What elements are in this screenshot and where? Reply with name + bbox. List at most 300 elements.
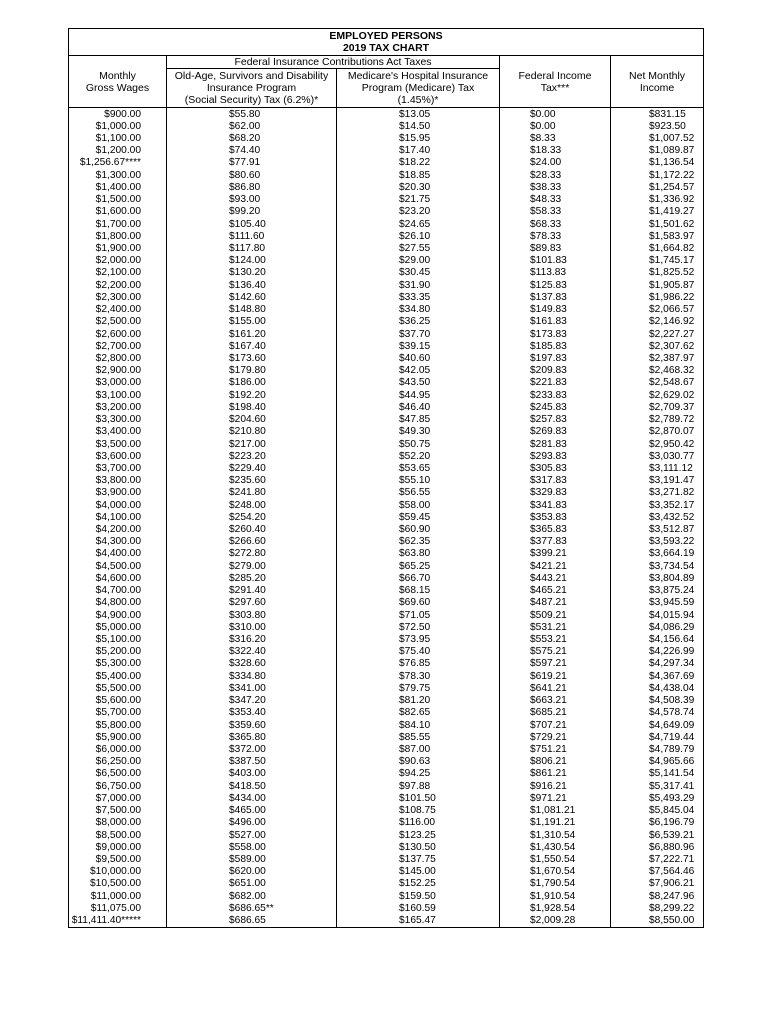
net-income-cell: $4,719.44	[611, 731, 704, 743]
social-security-tax-cell: $682.00	[167, 890, 337, 902]
social-security-tax-cell: $55.80	[167, 108, 337, 121]
medicare-tax-cell: $81.20	[337, 695, 500, 707]
col-header-medicare	[337, 69, 500, 108]
medicare-tax-cell: $108.75	[337, 804, 500, 816]
net-income-cell: $3,352.17	[611, 499, 704, 511]
table-body	[69, 108, 704, 928]
gross-wages-cell: $3,800.00	[69, 475, 167, 487]
net-income-cell: $5,141.54	[611, 768, 704, 780]
net-income-cell: $1,501.62	[611, 218, 704, 230]
table-row	[69, 633, 704, 645]
table-row	[69, 866, 704, 878]
table-row	[69, 132, 704, 144]
medicare-tax-cell: $63.80	[337, 548, 500, 560]
table-row	[69, 853, 704, 865]
social-security-tax-cell: $179.80	[167, 365, 337, 377]
federal-income-tax-cell: $317.83	[500, 475, 611, 487]
gross-wages-cell: $1,600.00	[69, 206, 167, 218]
federal-income-tax-cell: $729.21	[500, 731, 611, 743]
social-security-tax-cell: $77.91	[167, 157, 337, 169]
table-row	[69, 768, 704, 780]
social-security-tax-cell: $155.00	[167, 316, 337, 328]
social-security-tax-cell: $105.40	[167, 218, 337, 230]
table-row	[69, 585, 704, 597]
table-row	[69, 780, 704, 792]
social-security-tax-cell: $353.40	[167, 707, 337, 719]
gross-wages-cell: $900.00	[69, 108, 167, 121]
social-security-tax-cell: $316.20	[167, 633, 337, 645]
table-row	[69, 145, 704, 157]
net-income-cell: $1,007.52	[611, 132, 704, 144]
federal-income-tax-cell: $281.83	[500, 438, 611, 450]
net-income-cell: $5,317.41	[611, 780, 704, 792]
federal-income-tax-cell: $806.21	[500, 756, 611, 768]
gross-wages-cell: $10,000.00	[69, 866, 167, 878]
fica-blank-left	[69, 56, 167, 69]
gross-wages-cell: $5,500.00	[69, 682, 167, 694]
federal-income-tax-cell: $0.00	[500, 108, 611, 121]
table-row	[69, 536, 704, 548]
medicare-tax-cell: $50.75	[337, 438, 500, 450]
medicare-tax-cell: $24.65	[337, 218, 500, 230]
medicare-tax-cell: $40.60	[337, 352, 500, 364]
header-line: Net Monthly	[629, 69, 686, 82]
gross-wages-cell: $6,500.00	[69, 768, 167, 780]
medicare-tax-cell: $47.85	[337, 413, 500, 425]
table-row	[69, 829, 704, 841]
medicare-tax-cell: $94.25	[337, 768, 500, 780]
table-row	[69, 328, 704, 340]
col-header-federal-income-tax	[500, 69, 611, 108]
col-header-gross-wages	[69, 69, 167, 108]
gross-wages-cell: $1,100.00	[69, 132, 167, 144]
net-income-cell: $4,226.99	[611, 646, 704, 658]
medicare-tax-cell: $137.75	[337, 853, 500, 865]
table-row	[69, 878, 704, 890]
net-income-cell: $2,468.32	[611, 365, 704, 377]
table-row	[69, 572, 704, 584]
table-row	[69, 316, 704, 328]
medicare-tax-cell: $44.95	[337, 389, 500, 401]
net-income-cell: $4,367.69	[611, 670, 704, 682]
gross-wages-cell: $6,000.00	[69, 743, 167, 755]
header-line: Federal Income	[518, 69, 592, 82]
column-header-row	[69, 69, 704, 108]
gross-wages-cell: $7,000.00	[69, 792, 167, 804]
medicare-tax-cell: $23.20	[337, 206, 500, 218]
gross-wages-cell: $4,400.00	[69, 548, 167, 560]
medicare-tax-cell: $49.30	[337, 426, 500, 438]
medicare-tax-cell: $123.25	[337, 829, 500, 841]
table-row	[69, 475, 704, 487]
net-income-cell: $1,664.82	[611, 242, 704, 254]
medicare-tax-cell: $71.05	[337, 609, 500, 621]
medicare-tax-cell: $34.80	[337, 304, 500, 316]
gross-wages-cell: $11,411.40*****	[69, 914, 167, 927]
social-security-tax-cell: $198.40	[167, 401, 337, 413]
social-security-tax-cell: $620.00	[167, 866, 337, 878]
table-row	[69, 352, 704, 364]
net-income-cell: $8,299.22	[611, 902, 704, 914]
fica-row	[69, 56, 704, 69]
net-income-cell: $2,870.07	[611, 426, 704, 438]
medicare-tax-cell: $159.50	[337, 890, 500, 902]
header-line: (Social Security) Tax (6.2%)*	[184, 94, 319, 106]
net-income-cell: $8,550.00	[611, 914, 704, 927]
federal-income-tax-cell: $341.83	[500, 499, 611, 511]
table-row	[69, 365, 704, 377]
net-income-cell: $3,191.47	[611, 475, 704, 487]
medicare-tax-cell: $13.05	[337, 108, 500, 121]
tax-chart-table	[68, 28, 704, 928]
header-line: Income	[639, 81, 675, 94]
federal-income-tax-cell: $221.83	[500, 377, 611, 389]
fica-blank-right-1	[500, 56, 611, 69]
gross-wages-cell: $4,200.00	[69, 523, 167, 535]
federal-income-tax-cell: $509.21	[500, 609, 611, 621]
gross-wages-cell: $5,100.00	[69, 633, 167, 645]
gross-wages-cell: $5,400.00	[69, 670, 167, 682]
table-row	[69, 206, 704, 218]
medicare-tax-cell: $97.88	[337, 780, 500, 792]
social-security-tax-cell: $241.80	[167, 487, 337, 499]
gross-wages-cell: $3,900.00	[69, 487, 167, 499]
gross-wages-cell: $10,500.00	[69, 878, 167, 890]
social-security-tax-cell: $365.80	[167, 731, 337, 743]
federal-income-tax-cell: $245.83	[500, 401, 611, 413]
net-income-cell: $4,578.74	[611, 707, 704, 719]
social-security-tax-cell: $297.60	[167, 597, 337, 609]
social-security-tax-cell: $260.40	[167, 523, 337, 535]
gross-wages-cell: $5,000.00	[69, 621, 167, 633]
header-line: Tax***	[540, 81, 570, 94]
gross-wages-cell: $4,900.00	[69, 609, 167, 621]
federal-income-tax-cell: $619.21	[500, 670, 611, 682]
table-row	[69, 157, 704, 169]
federal-income-tax-cell: $751.21	[500, 743, 611, 755]
medicare-tax-cell: $39.15	[337, 340, 500, 352]
gross-wages-cell: $3,500.00	[69, 438, 167, 450]
social-security-tax-cell: $204.60	[167, 413, 337, 425]
social-security-tax-cell: $80.60	[167, 169, 337, 181]
net-income-cell: $4,508.39	[611, 695, 704, 707]
net-income-cell: $3,664.19	[611, 548, 704, 560]
net-income-cell: $2,227.27	[611, 328, 704, 340]
header-line: Monthly	[99, 69, 136, 82]
table-row	[69, 548, 704, 560]
federal-income-tax-cell: $89.83	[500, 242, 611, 254]
net-income-cell: $4,297.34	[611, 658, 704, 670]
federal-income-tax-cell: $487.21	[500, 597, 611, 609]
federal-income-tax-cell: $28.33	[500, 169, 611, 181]
federal-income-tax-cell: $916.21	[500, 780, 611, 792]
social-security-tax-cell: $192.20	[167, 389, 337, 401]
social-security-tax-cell: $229.40	[167, 462, 337, 474]
table-row	[69, 450, 704, 462]
social-security-tax-cell: $686.65	[167, 914, 337, 927]
gross-wages-cell: $3,700.00	[69, 462, 167, 474]
chart-title: EMPLOYED PERSONS	[329, 30, 443, 42]
gross-wages-cell: $2,700.00	[69, 340, 167, 352]
social-security-tax-cell: $124.00	[167, 255, 337, 267]
federal-income-tax-cell: $58.33	[500, 206, 611, 218]
social-security-tax-cell: $186.00	[167, 377, 337, 389]
table-row	[69, 707, 704, 719]
federal-income-tax-cell: $113.83	[500, 267, 611, 279]
gross-wages-cell: $8,500.00	[69, 829, 167, 841]
net-income-cell: $2,629.02	[611, 389, 704, 401]
table-row	[69, 646, 704, 658]
table-row	[69, 242, 704, 254]
table-row	[69, 792, 704, 804]
table-row	[69, 695, 704, 707]
social-security-tax-cell: $434.00	[167, 792, 337, 804]
net-income-cell: $1,172.22	[611, 169, 704, 181]
social-security-tax-cell: $111.60	[167, 230, 337, 242]
table-row	[69, 426, 704, 438]
federal-income-tax-cell: $101.83	[500, 255, 611, 267]
federal-income-tax-cell: $365.83	[500, 523, 611, 535]
medicare-tax-cell: $145.00	[337, 866, 500, 878]
table-row	[69, 194, 704, 206]
table-row	[69, 499, 704, 511]
federal-income-tax-cell: $293.83	[500, 450, 611, 462]
gross-wages-cell: $2,000.00	[69, 255, 167, 267]
net-income-cell: $4,156.64	[611, 633, 704, 645]
medicare-tax-cell: $18.85	[337, 169, 500, 181]
net-income-cell: $4,438.04	[611, 682, 704, 694]
medicare-tax-cell: $42.05	[337, 365, 500, 377]
net-income-cell: $1,089.87	[611, 145, 704, 157]
medicare-tax-cell: $14.50	[337, 120, 500, 132]
gross-wages-cell: $5,900.00	[69, 731, 167, 743]
medicare-tax-cell: $72.50	[337, 621, 500, 633]
table-row	[69, 658, 704, 670]
medicare-tax-cell: $130.50	[337, 841, 500, 853]
net-income-cell: $3,945.59	[611, 597, 704, 609]
medicare-tax-cell: $116.00	[337, 817, 500, 829]
net-income-cell: $3,875.24	[611, 585, 704, 597]
gross-wages-cell: $4,100.00	[69, 511, 167, 523]
social-security-tax-cell: $291.40	[167, 585, 337, 597]
table-row	[69, 181, 704, 193]
federal-income-tax-cell: $1,430.54	[500, 841, 611, 853]
social-security-tax-cell: $248.00	[167, 499, 337, 511]
table-row	[69, 255, 704, 267]
federal-income-tax-cell: $18.33	[500, 145, 611, 157]
net-income-cell: $2,307.62	[611, 340, 704, 352]
net-income-cell: $831.15	[611, 108, 704, 121]
medicare-tax-cell: $59.45	[337, 511, 500, 523]
gross-wages-cell: $5,200.00	[69, 646, 167, 658]
social-security-tax-cell: $167.40	[167, 340, 337, 352]
medicare-tax-cell: $73.95	[337, 633, 500, 645]
social-security-tax-cell: $266.60	[167, 536, 337, 548]
social-security-tax-cell: $347.20	[167, 695, 337, 707]
federal-income-tax-cell: $597.21	[500, 658, 611, 670]
social-security-tax-cell: $686.65**	[167, 902, 337, 914]
medicare-tax-cell: $21.75	[337, 194, 500, 206]
federal-income-tax-cell: $377.83	[500, 536, 611, 548]
medicare-tax-cell: $101.50	[337, 792, 500, 804]
net-income-cell: $4,015.94	[611, 609, 704, 621]
net-income-cell: $1,336.92	[611, 194, 704, 206]
table-row	[69, 389, 704, 401]
table-row	[69, 743, 704, 755]
social-security-tax-cell: $93.00	[167, 194, 337, 206]
table-row	[69, 817, 704, 829]
fica-blank-right-2	[611, 56, 704, 69]
net-income-cell: $7,906.21	[611, 878, 704, 890]
medicare-tax-cell: $37.70	[337, 328, 500, 340]
federal-income-tax-cell: $2,009.28	[500, 914, 611, 927]
medicare-tax-cell: $15.95	[337, 132, 500, 144]
social-security-tax-cell: $130.20	[167, 267, 337, 279]
gross-wages-cell: $9,500.00	[69, 853, 167, 865]
gross-wages-cell: $5,800.00	[69, 719, 167, 731]
federal-income-tax-cell: $971.21	[500, 792, 611, 804]
social-security-tax-cell: $74.40	[167, 145, 337, 157]
table-row	[69, 756, 704, 768]
table-row	[69, 511, 704, 523]
table-row	[69, 731, 704, 743]
gross-wages-cell: $1,800.00	[69, 230, 167, 242]
medicare-tax-cell: $30.45	[337, 267, 500, 279]
medicare-tax-cell: $33.35	[337, 291, 500, 303]
social-security-tax-cell: $403.00	[167, 768, 337, 780]
social-security-tax-cell: $372.00	[167, 743, 337, 755]
net-income-cell: $2,950.42	[611, 438, 704, 450]
social-security-tax-cell: $173.60	[167, 352, 337, 364]
net-income-cell: $5,845.04	[611, 804, 704, 816]
social-security-tax-cell: $235.60	[167, 475, 337, 487]
net-income-cell: $2,709.37	[611, 401, 704, 413]
gross-wages-cell: $2,200.00	[69, 279, 167, 291]
fica-group-header: Federal Insurance Contributions Act Taxes	[167, 56, 500, 69]
medicare-tax-cell: $84.10	[337, 719, 500, 731]
table-row	[69, 890, 704, 902]
gross-wages-cell: $2,800.00	[69, 352, 167, 364]
federal-income-tax-cell: $305.83	[500, 462, 611, 474]
federal-income-tax-cell: $329.83	[500, 487, 611, 499]
social-security-tax-cell: $279.00	[167, 560, 337, 572]
medicare-tax-cell: $60.90	[337, 523, 500, 535]
federal-income-tax-cell: $399.21	[500, 548, 611, 560]
medicare-tax-cell: $18.22	[337, 157, 500, 169]
medicare-tax-cell: $43.50	[337, 377, 500, 389]
social-security-tax-cell: $272.80	[167, 548, 337, 560]
medicare-tax-cell: $17.40	[337, 145, 500, 157]
net-income-cell: $2,789.72	[611, 413, 704, 425]
federal-income-tax-cell: $1,550.54	[500, 853, 611, 865]
net-income-cell: $1,745.17	[611, 255, 704, 267]
table-row	[69, 279, 704, 291]
medicare-tax-cell: $58.00	[337, 499, 500, 511]
gross-wages-cell: $5,300.00	[69, 658, 167, 670]
col-header-social-security	[167, 69, 337, 108]
header-line: Insurance Program	[206, 82, 297, 94]
federal-income-tax-cell: $353.83	[500, 511, 611, 523]
gross-wages-cell: $4,000.00	[69, 499, 167, 511]
table-row	[69, 304, 704, 316]
gross-wages-cell: $4,600.00	[69, 572, 167, 584]
gross-wages-cell: $1,500.00	[69, 194, 167, 206]
table-row	[69, 218, 704, 230]
social-security-tax-cell: $387.50	[167, 756, 337, 768]
col-header-net-income	[611, 69, 704, 108]
social-security-tax-cell: $86.80	[167, 181, 337, 193]
net-income-cell: $1,905.87	[611, 279, 704, 291]
table-row	[69, 413, 704, 425]
social-security-tax-cell: $161.20	[167, 328, 337, 340]
federal-income-tax-cell: $125.83	[500, 279, 611, 291]
federal-income-tax-cell: $553.21	[500, 633, 611, 645]
gross-wages-cell: $3,400.00	[69, 426, 167, 438]
gross-wages-cell: $1,000.00	[69, 120, 167, 132]
table-row	[69, 682, 704, 694]
federal-income-tax-cell: $197.83	[500, 352, 611, 364]
net-income-cell: $1,986.22	[611, 291, 704, 303]
social-security-tax-cell: $68.20	[167, 132, 337, 144]
table-row	[69, 487, 704, 499]
gross-wages-cell: $3,200.00	[69, 401, 167, 413]
gross-wages-cell: $4,700.00	[69, 585, 167, 597]
social-security-tax-cell: $99.20	[167, 206, 337, 218]
federal-income-tax-cell: $1,310.54	[500, 829, 611, 841]
gross-wages-cell: $7,500.00	[69, 804, 167, 816]
header-line: (1.45%)*	[397, 94, 439, 106]
table-row	[69, 804, 704, 816]
table-row	[69, 230, 704, 242]
federal-income-tax-cell: $173.83	[500, 328, 611, 340]
federal-income-tax-cell: $443.21	[500, 572, 611, 584]
medicare-tax-cell: $85.55	[337, 731, 500, 743]
medicare-tax-cell: $26.10	[337, 230, 500, 242]
social-security-tax-cell: $136.40	[167, 279, 337, 291]
social-security-tax-cell: $285.20	[167, 572, 337, 584]
social-security-tax-cell: $210.80	[167, 426, 337, 438]
medicare-tax-cell: $29.00	[337, 255, 500, 267]
federal-income-tax-cell: $185.83	[500, 340, 611, 352]
federal-income-tax-cell: $685.21	[500, 707, 611, 719]
social-security-tax-cell: $303.80	[167, 609, 337, 621]
table-row	[69, 438, 704, 450]
federal-income-tax-cell: $161.83	[500, 316, 611, 328]
medicare-tax-cell: $78.30	[337, 670, 500, 682]
net-income-cell: $4,965.66	[611, 756, 704, 768]
medicare-tax-cell: $165.47	[337, 914, 500, 927]
net-income-cell: $8,247.96	[611, 890, 704, 902]
federal-income-tax-cell: $48.33	[500, 194, 611, 206]
social-security-tax-cell: $62.00	[167, 120, 337, 132]
net-income-cell: $6,880.96	[611, 841, 704, 853]
medicare-tax-cell: $79.75	[337, 682, 500, 694]
federal-income-tax-cell: $531.21	[500, 621, 611, 633]
gross-wages-cell: $5,700.00	[69, 707, 167, 719]
medicare-tax-cell: $65.25	[337, 560, 500, 572]
federal-income-tax-cell: $1,670.54	[500, 866, 611, 878]
net-income-cell: $3,734.54	[611, 560, 704, 572]
header-line: Old-Age, Survivors and Disability	[174, 70, 329, 82]
net-income-cell: $1,254.57	[611, 181, 704, 193]
social-security-tax-cell: $117.80	[167, 242, 337, 254]
net-income-cell: $2,066.57	[611, 304, 704, 316]
gross-wages-cell: $4,500.00	[69, 560, 167, 572]
medicare-tax-cell: $55.10	[337, 475, 500, 487]
gross-wages-cell: $2,500.00	[69, 316, 167, 328]
table-row	[69, 340, 704, 352]
table-row	[69, 462, 704, 474]
